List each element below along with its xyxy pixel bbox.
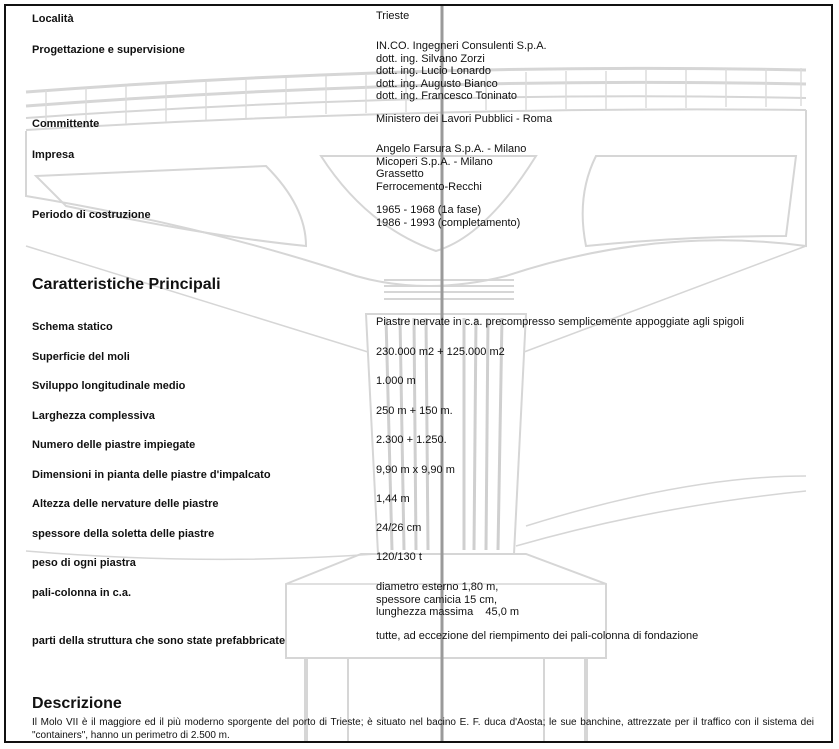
row-value xyxy=(376,581,519,619)
value-line: 1986 - 1993 (completamento) xyxy=(376,216,521,229)
value-line: diametro esterno 1,80 m, xyxy=(376,581,499,593)
row-value xyxy=(376,464,455,477)
value-line: dott. ing. Lucio Lonardo xyxy=(376,65,491,77)
section-heading-descrizione: Descrizione xyxy=(32,695,122,712)
value-line: dott. ing. Augusto Bianco xyxy=(376,77,498,90)
value-line: 250 m + 150 m. xyxy=(376,405,453,417)
field-value-periodo xyxy=(376,204,520,229)
field-label-progettazione: Progettazione e supervisione xyxy=(32,44,185,56)
value-line: 230.000 m2 + 125.000 m2 xyxy=(376,346,505,358)
value-line: Piastre nervate in c.a. precompresso semplicemente appoggiate agli spigoli xyxy=(376,316,745,328)
value-line: tutte, ad eccezione del riempimento dei pali-colonna di fondazione xyxy=(376,630,699,642)
document-frame xyxy=(4,4,833,743)
field-label-periodo: Periodo di costruzione xyxy=(32,209,151,221)
row-label: Dimensioni in pianta delle piastre d'impalcato xyxy=(32,469,271,481)
value-line: dott. ing. Silvano Zorzi xyxy=(376,52,485,65)
row-label: Schema statico xyxy=(32,321,113,333)
value-line: Micoperi S.p.A. - Milano xyxy=(376,155,493,168)
value-line: 24/26 cm xyxy=(376,522,422,534)
value-line: 120/130 t xyxy=(376,551,422,563)
row-value xyxy=(376,493,410,506)
row-value xyxy=(376,405,453,418)
section-heading-caratteristiche: Caratteristiche Principali xyxy=(32,276,221,293)
value-line: Ministero dei Lavori Pubblici - Roma xyxy=(376,113,553,125)
field-label-committente: Committente xyxy=(32,118,100,130)
row-label: Larghezza complessiva xyxy=(32,410,155,422)
row-label: Superficie del moli xyxy=(32,351,130,363)
row-value xyxy=(376,434,447,447)
row-label: Sviluppo longitudinale medio xyxy=(32,380,186,392)
value-line: Ferrocemento-Recchi xyxy=(376,180,482,193)
value-line: 2.300 + 1.250. xyxy=(376,434,447,446)
field-label-localita: Località xyxy=(32,13,74,25)
field-value-committente xyxy=(376,113,552,126)
row-value xyxy=(376,551,422,564)
value-line: Grassetto xyxy=(376,168,424,180)
row-label: peso di ogni piastra xyxy=(32,557,136,569)
field-value-progettazione xyxy=(376,40,547,103)
value-line: dott. ing. Francesco Toninato xyxy=(376,90,518,102)
row-value xyxy=(376,316,744,329)
description-text: Il Molo VII è il maggiore ed il più moderno sporgente del porto di Trieste; è situato nel bacino E. F. duca d'Aosta; le sue banchine, attrezzate per il traffico con il sistema dei "containers", hanno un perimetro di 2.500 m. xyxy=(32,717,814,741)
row-label: pali-colonna in c.a. xyxy=(32,587,132,599)
value-line: 9,90 m x 9,90 m xyxy=(376,464,455,476)
value-line: Trieste xyxy=(376,10,410,22)
field-value-impresa xyxy=(376,143,526,193)
value-line: spessore camicia 15 cm, xyxy=(376,593,498,606)
row-value xyxy=(376,375,416,388)
row-label: Altezza delle nervature delle piastre xyxy=(32,498,219,510)
row-label: spessore della soletta delle piastre xyxy=(32,528,215,540)
value-line: IN.CO. Ingegneri Consulenti S.p.A. xyxy=(376,40,547,52)
row-label: Numero delle piastre impiegate xyxy=(32,439,196,451)
row-label: parti della struttura che sono state prefabbricate xyxy=(32,635,286,647)
value-line: 1.000 m xyxy=(376,375,416,387)
field-label-impresa: Impresa xyxy=(32,149,75,161)
row-value xyxy=(376,630,698,643)
row-value xyxy=(376,522,421,535)
value-line: lunghezza massima 45,0 m xyxy=(376,606,520,618)
value-line: Angelo Farsura S.p.A. - Milano xyxy=(376,143,527,155)
field-value-localita xyxy=(376,10,409,23)
value-line: 1,44 m xyxy=(376,493,410,505)
row-value xyxy=(376,346,505,359)
value-line: 1965 - 1968 (1a fase) xyxy=(376,204,482,216)
